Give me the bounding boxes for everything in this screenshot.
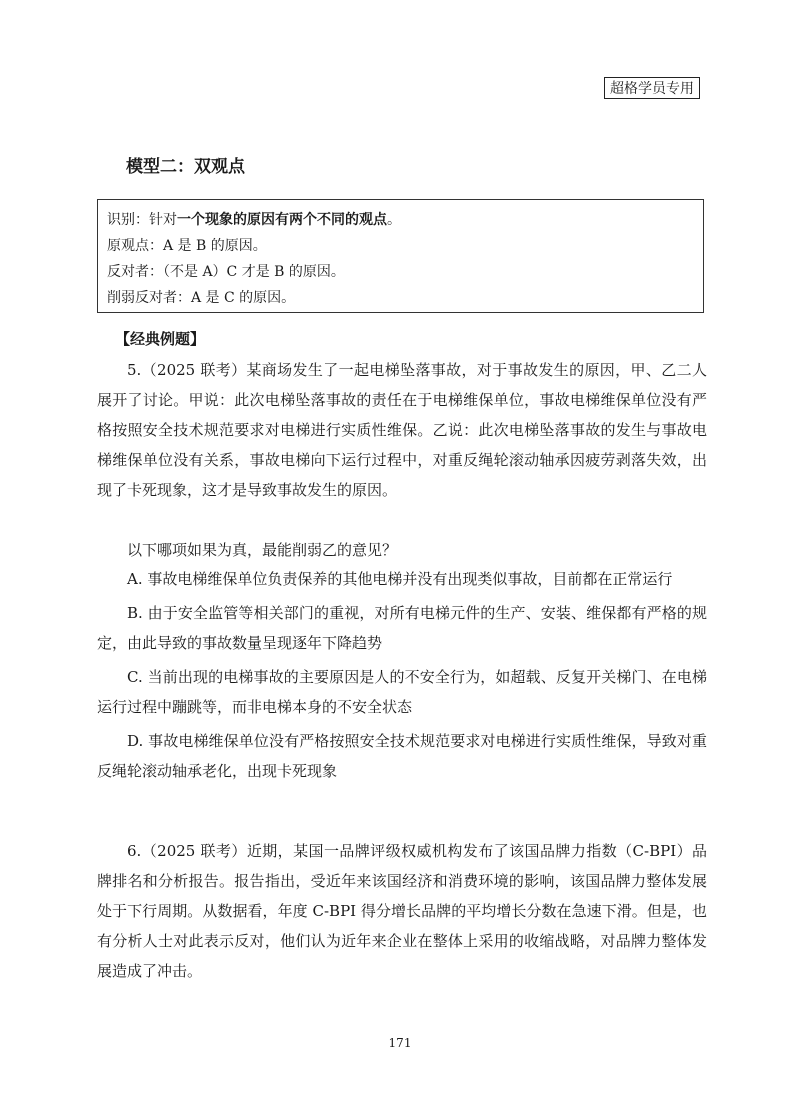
question-5-text: 5.（2025 联考）某商场发生了一起电梯坠落事故，对于事故发生的原因，甲、乙二人展开了讨论。甲说：此次电梯坠落事故的责任在于电梯维保单位，事故电梯维保单位没有严格按照安全技术规范要求对电梯进行实质性维保。乙说：此次电梯坠落事故的发生与事故电梯维保单位没有关系，事故电梯向下运行过程中，对重反绳轮滚动轴承因疲劳剥落失效，出现了卡死现象，这才是导致事故发生的原因。	[97, 361, 707, 499]
definition-original-view: 原观点：A 是 B 的原因。	[107, 238, 267, 254]
identify-suffix: 。	[387, 212, 401, 228]
question-6-text: 6.（2025 联考）近期，某国一品牌评级权威机构发布了该国品牌力指数（C-BPI）品牌排名和分析报告。报告指出，受近年来该国经济和消费环境的影响，该国品牌力整体发展处于下行周期。从数据看，年度 C-BPI 得分增长品牌的平均增长分数在急速下滑。但是，也有分析人士对此表示反对，他们认为近年来企业在整体上采用的收缩战略，对品牌力整体发展造成了冲击。	[97, 842, 707, 980]
question-5-question: 以下哪项如果为真，最能削弱乙的意见？	[127, 541, 398, 559]
definition-weaken-opponent: 削弱反对者：A 是 C 的原因。	[107, 290, 296, 306]
section-title: 模型二：双观点	[126, 157, 245, 177]
option-d: D. 事故电梯维保单位没有严格按照安全技术规范要求对电梯进行实质性维保，导致对重反绳轮滚动轴承老化，出现卡死现象	[97, 732, 707, 780]
definition-identify-line	[107, 207, 694, 233]
page-number: 171	[388, 1036, 412, 1050]
option-a: A. 事故电梯维保单位负责保养的其他电梯并没有出现类似事故，目前都在正常运行	[127, 570, 673, 588]
option-c: C. 当前出现的电梯事故的主要原因是人的不安全行为，如超载、反复开关梯门、在电梯运行过程中蹦跳等，而非电梯本身的不安全状态	[97, 668, 707, 716]
question-5-options	[97, 564, 707, 786]
classic-examples-heading: 【经典例题】	[115, 330, 206, 348]
student-only-tag: 超格学员专用	[604, 77, 700, 99]
question-5-prompt	[97, 535, 707, 565]
identify-emphasis: 一个现象的原因有两个不同的观点	[177, 212, 387, 228]
question-5-stem	[97, 355, 707, 505]
option-b: B. 由于安全监管等相关部门的重视，对所有电梯元件的生产、安装、维保都有严格的规定，由此导致的事故数量呈现逐年下降趋势	[97, 604, 707, 652]
identify-label: 识别：针对	[107, 212, 177, 228]
model-definition-box	[97, 199, 704, 313]
definition-opponent-view: 反对者：（不是 A）C 才是 B 的原因。	[107, 264, 345, 280]
question-6-stem	[97, 836, 707, 986]
